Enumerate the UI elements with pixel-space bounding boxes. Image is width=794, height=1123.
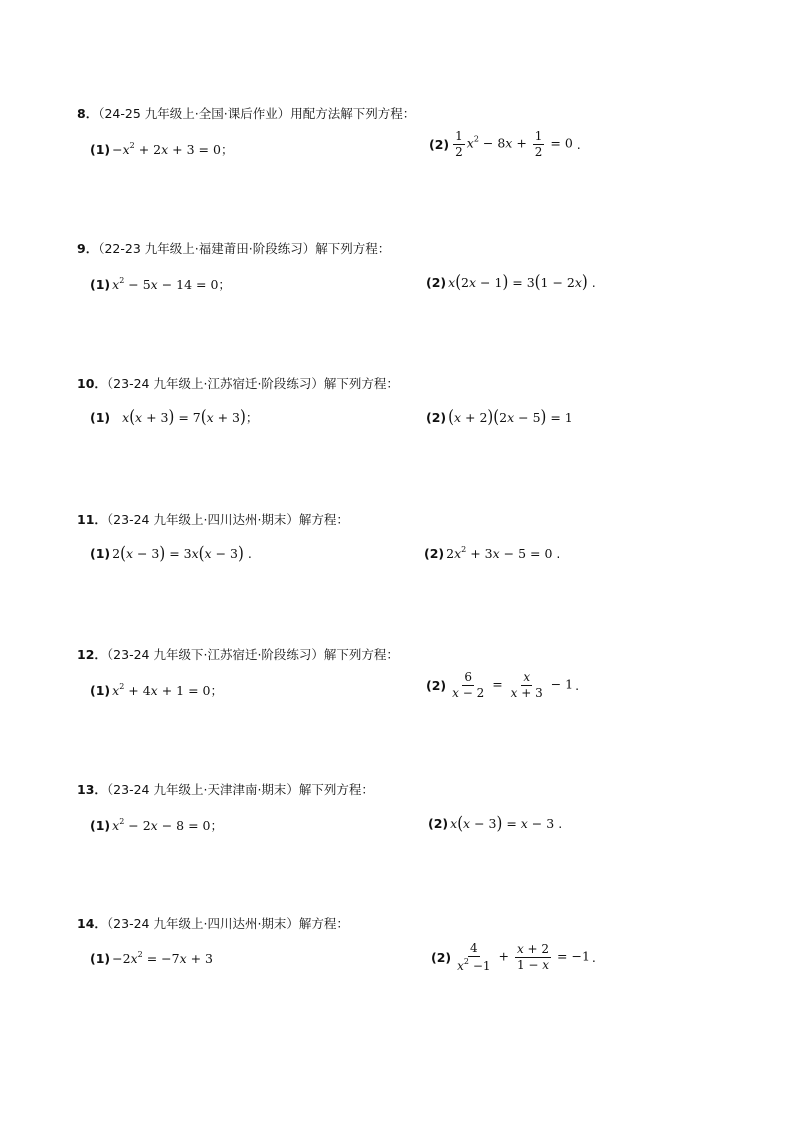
equation: $x^2 - 5x - 14 = 0$ [112,276,219,292]
problem-8-part-2: (2) $\frac{1}{2}$ $x^2 - 8x$ + $\frac{1}{2}$ = 0 . [429,129,581,159]
problem-header [77,104,415,122]
problem-header [77,239,390,257]
equation: $\frac{1}{2}$ $x^2 - 8x$ + $\frac{1}{2}$ = 0 [455,129,573,159]
problem-11-part-2: (2) $2x^2 + 3x - 5 = 0$ . [424,545,561,561]
problem-14-part-1: (1) $-2x^2 = -7x + 3$ [90,950,214,966]
problem-10-part-2: (2) (x + 2)(2x − 5) = 1 [426,406,573,428]
problem-number: 11． [77,512,107,527]
problem-instruction: 用配方法解下列方程： [290,106,416,121]
problem-8-part-1: (1) $-x^2 + 2x + 3 = 0$ ； [90,141,234,157]
problem-instruction: 解下列方程： [298,782,374,797]
problem-number: 12． [77,647,107,662]
problem-header [77,914,349,932]
problem-source: （23-24 九年级上·江苏宿迁·阶段练习） [106,376,324,391]
problem-header [77,780,374,798]
equation: $x^2 + 4x + 1 = 0$ [112,682,211,698]
problem-header [77,374,399,392]
equation: (x + 2)(2x − 5) = 1 [448,406,573,428]
problem-11-part-1: (1) 2(x − 3) = 3x(x − 3) . [90,542,252,564]
problem-12-part-2: (2) $\frac{6}{x - 2}$ = $\frac{x}{x + 3}$ − 1 . [426,670,580,700]
problem-13-part-2: (2) x(x − 3) = x − 3 . [428,812,563,834]
equation: $\frac{4}{x^2 -1}$ + $\frac{x + 2}{1 - x}$ = −1 [457,941,590,973]
problem-header [77,645,399,663]
problem-source: （23-24 九年级下·江苏宿迁·阶段练习） [106,647,324,662]
problem-number: 14． [77,916,107,931]
problem-number: 13． [77,782,107,797]
problem-source: （23-24 九年级上·四川达州·期末） [106,916,299,931]
problem-source: （23-24 九年级上·四川达州·期末） [106,512,299,527]
problem-14-part-2: (2) $\frac{4}{x^2 -1}$ + $\frac{x + 2}{1 - x}$ = −1 . [431,941,596,973]
equation: 2(x − 3) = 3x(x − 3) [112,542,244,564]
problem-12-part-1: (1) $x^2 + 4x + 1 = 0$ ； [90,682,223,698]
problem-number: 8． [77,106,99,121]
problem-instruction: 解下列方程： [315,241,391,256]
problem-source: （23-24 九年级上·天津津南·期末） [106,782,299,797]
problem-source: （22-23 九年级上·福建莆田·阶段练习） [98,241,316,256]
problem-number: 9． [77,241,99,256]
equation: $2x^2 + 3x - 5 = 0$ [446,545,553,561]
problem-9-part-2: (2) x(2x − 1) = 3(1 − 2x) . [426,271,596,293]
problem-13-part-1: (1) $x^2 - 2x - 8 = 0$ ； [90,817,223,833]
equation: x(x + 3) = 7(x + 3) [122,406,246,428]
equation: x(2x − 1) = 3(1 − 2x) [448,271,588,293]
problem-instruction: 解下列方程： [323,376,399,391]
problem-source: （24-25 九年级上·全国·课后作业） [98,106,291,121]
problem-number: 10． [77,376,107,391]
problem-header [77,510,349,528]
equation: $-x^2 + 2x + 3 = 0$ [112,141,221,157]
problem-9-part-1: (1) $x^2 - 5x - 14 = 0$ ； [90,276,231,292]
problem-10-part-1: (1) x(x + 3) = 7(x + 3) ； [90,406,259,428]
equation: $x^2 - 2x - 8 = 0$ [112,817,211,833]
problem-instruction: 解方程： [298,512,349,527]
equation: x(x − 3) = x − 3 [450,812,555,834]
equation: $-2x^2 = -7x + 3$ [112,950,214,966]
equation: $\frac{6}{x - 2}$ = $\frac{x}{x + 3}$ − 1 [452,670,574,700]
problem-instruction: 解下列方程： [323,647,399,662]
problem-instruction: 解方程： [298,916,349,931]
